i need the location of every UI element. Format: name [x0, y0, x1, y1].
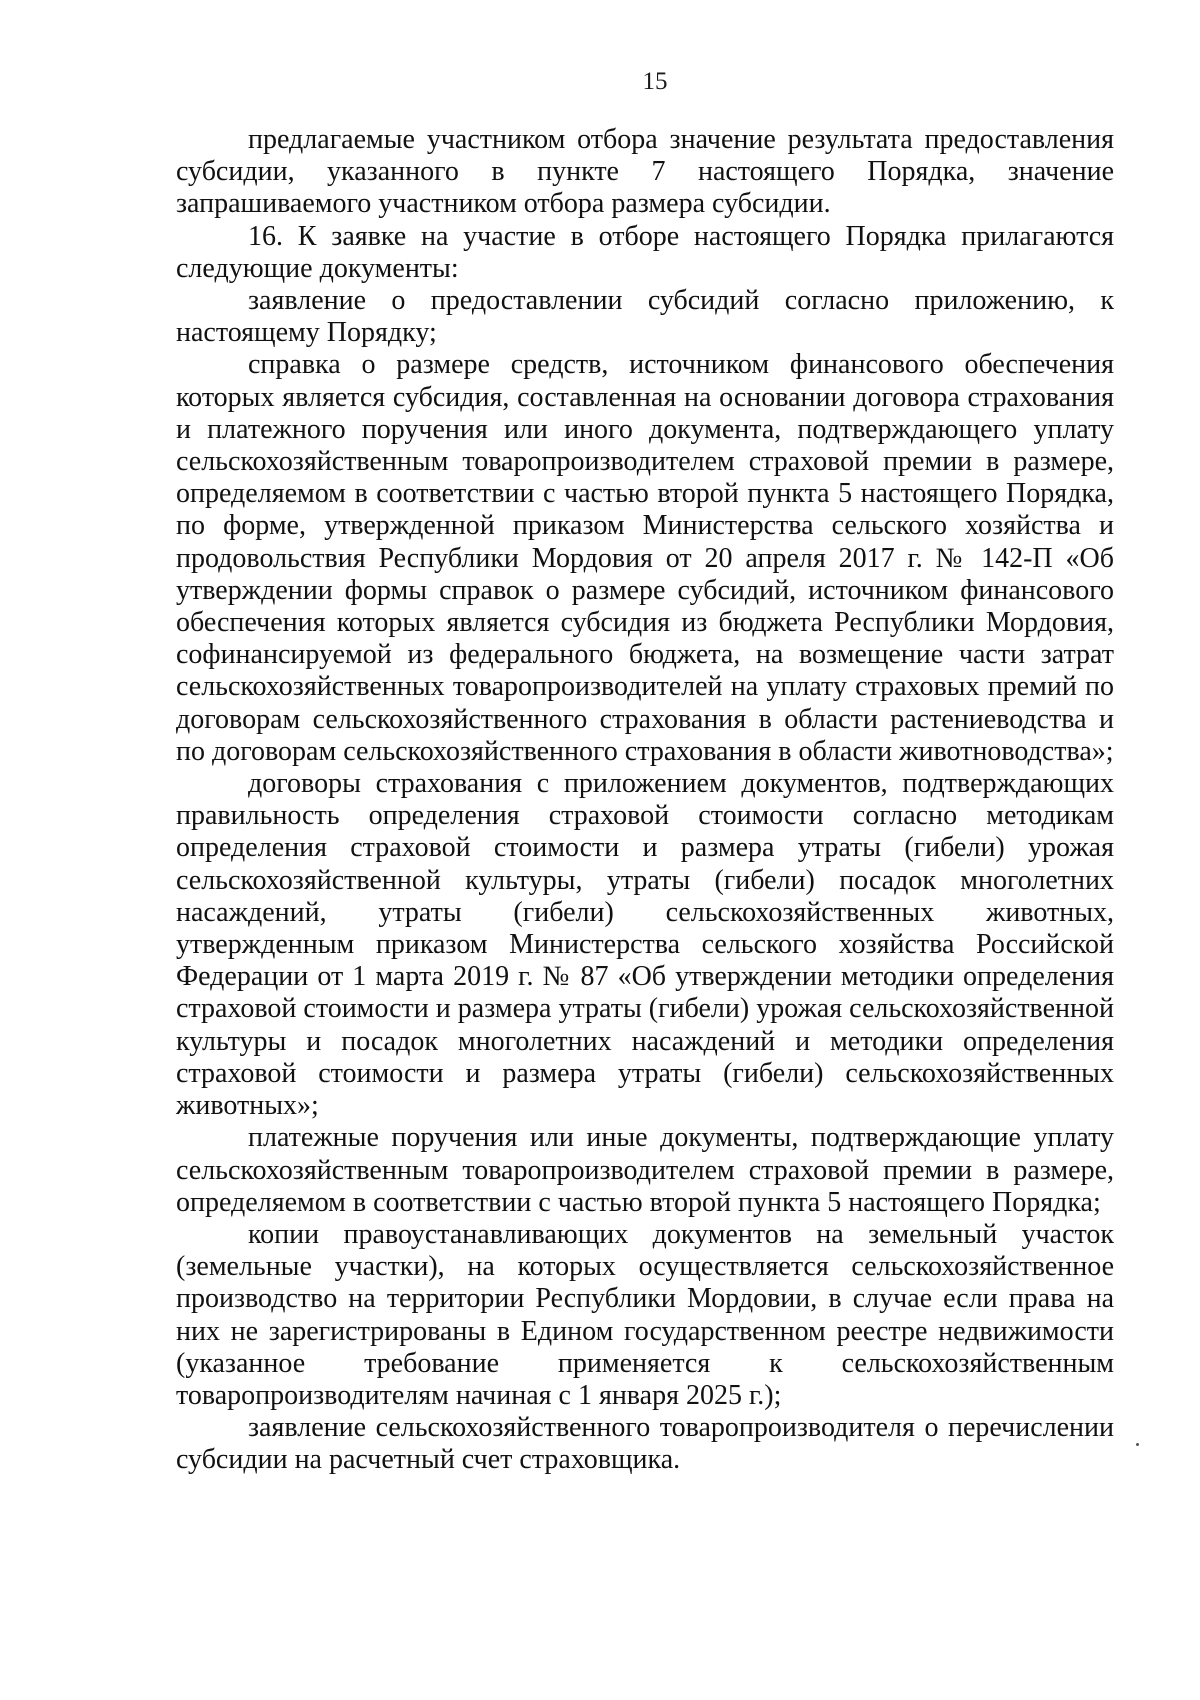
paragraph-transfer-statement: заявление сельскохозяйственного товаропроизводителя о перечислении субсидии на расчетный счет страховщика.: [176, 1412, 1114, 1476]
scan-artifact: [1136, 1443, 1139, 1446]
paragraph-item-16: 16. К заявке на участие в отборе настоящего Порядка прилагаются следующие документы:: [176, 220, 1114, 284]
paragraph-payment-orders: платежные поручения или иные документы, подтверждающие уплату сельскохозяйственным товаропроизводителем страховой премии в размере, определяемом в соответствии с частью второй пункта 5 настоящего Порядка;: [176, 1122, 1114, 1218]
document-body: [176, 124, 1114, 1477]
page-number: 15: [642, 68, 668, 95]
paragraph-funds-certificate: справка о размере средств, источником финансового обеспечения которых является субсидия, составленная на основании договора страхования и платежного поручения или иного документа, подтверждающего уплату сельскохозяйственным товаропроизводителем страховой премии в размере, определяемом в соответствии с частью второй пункта 5 настоящего Порядка, по форме, утвержденной приказом Министерства сельского хозяйства и продовольствия Республики Мордовия от 20 апреля 2017 г. № 142-П «Об утверждении формы справок о размере субсидий, источником финансового обеспечения которых является субсидия из бюджета Республики Мордовия, софинансируемой из федерального бюджета, на возмещение части затрат сельскохозяйственных товаропроизводителей на уплату страховых премий по договорам сельскохозяйственного страхования в области растениеводства и по договорам сельскохозяйственного страхования в области животноводства»;: [176, 349, 1114, 767]
paragraph-land-documents: копии правоустанавливающих документов на земельный участок (земельные участки), на которых осуществляется сельскохозяйственное производство на территории Республики Мордовии, в случае если права на них не зарегистрированы в Едином государственном реестре недвижимости (указанное требование применяется к сельскохозяйственным товаропроизводителям начиная с 1 января 2025 г.);: [176, 1218, 1114, 1411]
paragraph-result-value: предлагаемые участником отбора значение результата предоставления субсидии, указанного в пункте 7 настоящего Порядка, значение запрашиваемого участником отбора размера субсидии.: [176, 124, 1114, 220]
paragraph-insurance-contracts: договоры страхования с приложением документов, подтверждающих правильность определения страховой стоимости согласно методикам определения страховой стоимости и размера утраты (гибели) урожая сельскохозяйственной культуры, утраты (гибели) посадок многолетних насаждений, утраты (гибели) сельскохозяйственных животных, утвержденным приказом Министерства сельского хозяйства Российской Федерации от 1 марта 2019 г. № 87 «Об утверждении методики определения страховой стоимости и размера утраты (гибели) урожая сельскохозяйственной культуры и посадок многолетних насаждений и методики определения страховой стоимости и размера утраты (гибели) сельскохозяйственных животных»;: [176, 768, 1114, 1122]
paragraph-application-statement: заявление о предоставлении субсидий согласно приложению, к настоящему Порядку;: [176, 285, 1114, 349]
